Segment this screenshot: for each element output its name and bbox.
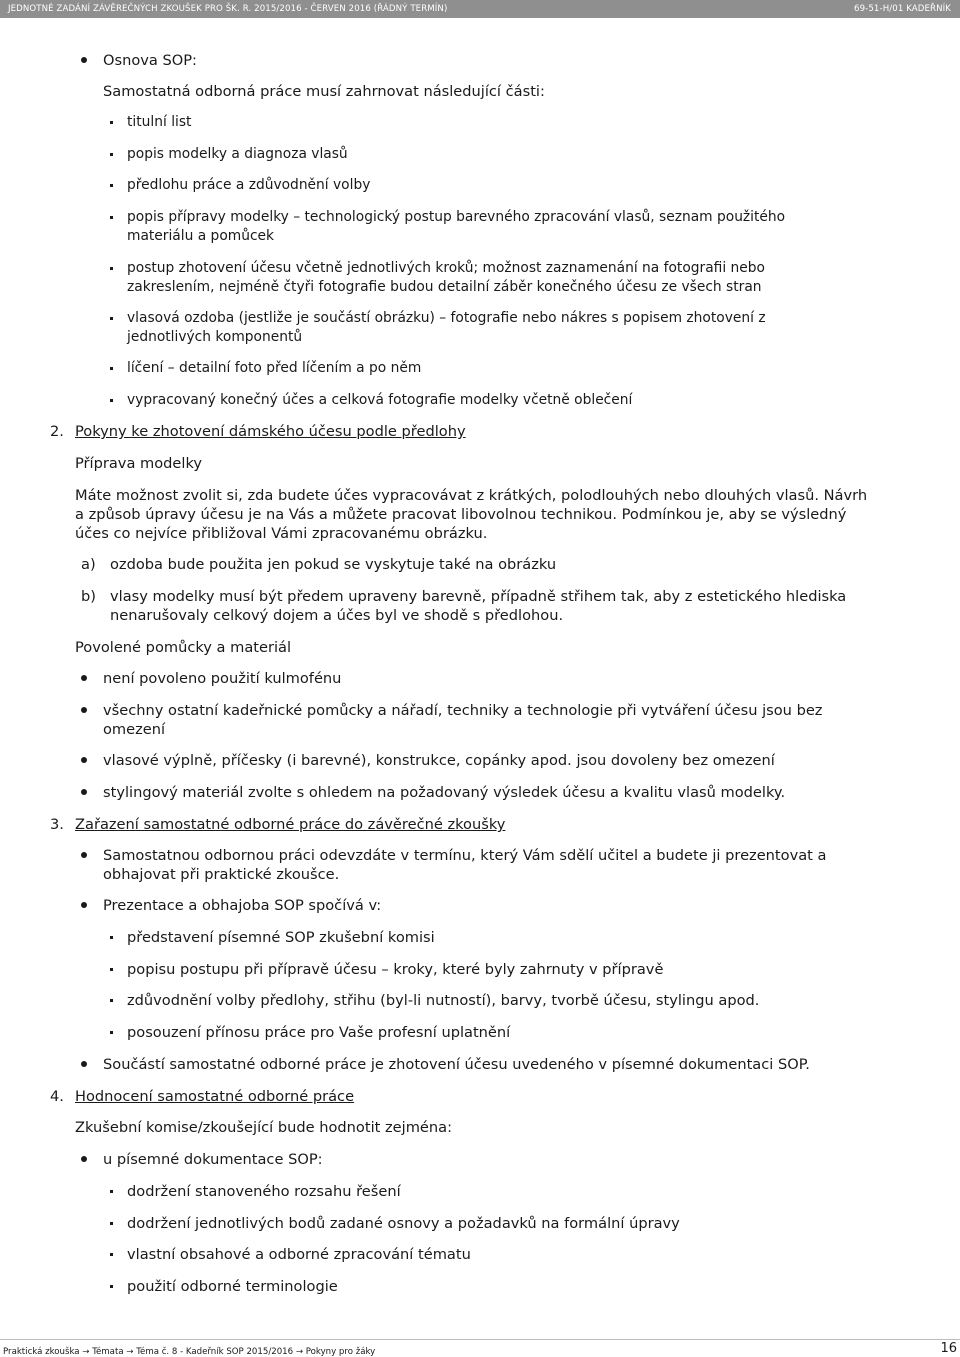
bullet-square: [110, 1285, 113, 1288]
outline-item: líčení – detailní foto před líčením a po něm: [127, 360, 422, 376]
list-item: Prezentace a obhajoba SOP spočívá v:: [103, 897, 382, 914]
bullet-square: [110, 1222, 113, 1225]
bullet-square: [110, 968, 113, 971]
bullet-dot: [81, 57, 87, 63]
bullet-square: [110, 367, 113, 370]
sub-item: zdůvodnění volby předlohy, střihu (byl-li nutností), barvy, tvorbě účesu, stylingu apod.: [127, 992, 760, 1009]
list-item: u písemné dokumentace SOP:: [103, 1151, 323, 1168]
bullet-dot: [81, 789, 87, 795]
list-item: stylingový materiál zvolte s ohledem na požadovaný výsledek účesu a kvalitu vlasů modelky.: [103, 784, 786, 801]
bullet-square: [110, 317, 113, 320]
list-item: vlasy modelky musí být předem upraveny barevně, případně střihem tak, aby z estetického hlediska: [110, 588, 847, 605]
paragraph-line: účes co nejvíce přibližoval Vámi zpracovanému obrázku.: [75, 525, 488, 542]
bullet-dot: [81, 902, 87, 908]
sub-item: představení písemné SOP zkušební komisi: [127, 929, 435, 946]
bullet-square: [110, 184, 113, 187]
bullet-square: [110, 267, 113, 270]
outline-item: vypracovaný konečný účes a celková fotografie modelky včetně oblečení: [127, 392, 633, 408]
page-header: [0, 0, 960, 18]
bullet-dot: [81, 1156, 87, 1162]
outline-item: vlasová ozdoba (jestliže je součástí obrázku) – fotografie nebo nákres s popisem zhotovení z: [127, 310, 766, 326]
footer-breadcrumb: Praktická zkouška → Témata → Téma č. 8 - Kadeřník SOP 2015/2016 → Pokyny pro žáky: [3, 1347, 376, 1357]
subheading: Povolené pomůcky a materiál: [75, 639, 292, 656]
list-item: všechny ostatní kadeřnické pomůcky a nářadí, techniky a technologie při vytváření účesu jsou bez: [103, 702, 823, 719]
list-label: b): [81, 588, 96, 605]
bullet-dot: [81, 852, 87, 858]
bullet-dot: [81, 707, 87, 713]
section-heading: Pokyny ke zhotovení dámského účesu podle předlohy: [75, 423, 466, 440]
list-item-cont: obhajovat při praktické zkoušce.: [103, 866, 340, 883]
section-number: 4.: [50, 1088, 64, 1105]
bullet-square: [110, 1253, 113, 1256]
section-heading: Zařazení samostatné odborné práce do závěrečné zkoušky: [75, 816, 506, 833]
outline-title: Osnova SOP:: [103, 52, 197, 69]
outline-intro: Samostatná odborná práce musí zahrnovat následující části:: [103, 83, 545, 100]
section-number: 2.: [50, 423, 64, 440]
section-number: 3.: [50, 816, 64, 833]
outline-item: postup zhotovení účesu včetně jednotlivých kroků; možnost zaznamenání na fotografii nebo: [127, 260, 765, 276]
outline-item-cont: materiálu a pomůcek: [127, 228, 275, 244]
sub-item: dodržení stanoveného rozsahu řešení: [127, 1183, 401, 1200]
paragraph-line: Máte možnost zvolit si, zda budete účes vypracovávat z krátkých, polodlouhých nebo dlouhých vlasů. Návrh: [75, 487, 868, 504]
sub-item: použití odborné terminologie: [127, 1278, 338, 1295]
list-item: ozdoba bude použita jen pokud se vyskytuje také na obrázku: [110, 556, 557, 573]
section-heading: Hodnocení samostatné odborné práce: [75, 1088, 355, 1105]
page-number: 16: [940, 1341, 957, 1356]
bullet-square: [110, 936, 113, 939]
outline-item-cont: jednotlivých komponentů: [127, 329, 303, 345]
bullet-square: [110, 153, 113, 156]
list-item: není povoleno použití kulmofénu: [103, 670, 342, 687]
header-title: JEDNOTNÉ ZADÁNÍ ZÁVĚREČNÝCH ZKOUŠEK PRO ŠK. R. 2015/2016 - ČERVEN 2016 (ŘÁDNÝ TERMÍN): [8, 4, 448, 14]
bullet-dot: [81, 675, 87, 681]
bullet-square: [110, 399, 113, 402]
subheading: Příprava modelky: [75, 455, 203, 472]
paragraph-line: Zkušební komise/zkoušející bude hodnotit zejména:: [75, 1119, 452, 1136]
list-item: Samostatnou odbornou práci odevzdáte v termínu, který Vám sdělí učitel a budete ji prezentovat a: [103, 847, 827, 864]
bullet-square: [110, 1190, 113, 1193]
bullet-square: [110, 216, 113, 219]
sub-item: dodržení jednotlivých bodů zadané osnovy a požadavků na formální úpravy: [127, 1215, 680, 1232]
sub-item: posouzení přínosu práce pro Vaše profesní uplatnění: [127, 1024, 511, 1041]
bullet-dot: [81, 757, 87, 763]
bullet-dot: [81, 1061, 87, 1067]
outline-item: titulní list: [127, 114, 192, 130]
outline-item: předlohu práce a zdůvodnění volby: [127, 177, 371, 193]
list-item: vlasové výplně, příčesky (i barevné), konstrukce, copánky apod. jsou dovoleny bez omezení: [103, 752, 775, 769]
outline-item: popis modelky a diagnoza vlasů: [127, 146, 348, 162]
sub-item: vlastní obsahové a odborné zpracování tématu: [127, 1246, 471, 1263]
bullet-square: [110, 999, 113, 1002]
bullet-square: [110, 121, 113, 124]
outline-item-cont: zakreslením, nejméně čtyři fotografie budou detailní záběr konečného účesu ze všech stran: [127, 279, 762, 295]
list-item: Součástí samostatné odborné práce je zhotovení účesu uvedeného v písemné dokumentaci SOP.: [103, 1056, 810, 1073]
list-label: a): [81, 556, 96, 573]
sub-item: popisu postupu při přípravě účesu – kroky, které byly zahrnuty v přípravě: [127, 961, 664, 978]
list-item-cont: nenarušovaly celkový dojem a účes byl ve shodě s předlohou.: [110, 607, 564, 624]
outline-item: popis přípravy modelky – technologický postup barevného zpracování vlasů, seznam použitého: [127, 209, 786, 225]
header-code: 69-51-H/01 KADEŘNÍK: [854, 4, 951, 14]
bullet-square: [110, 1031, 113, 1034]
paragraph-line: a způsob úpravy účesu je na Vás a můžete pracovat libovolnou technikou. Podmínkou je, aby se výsledný: [75, 506, 847, 523]
footer-divider: [0, 1339, 960, 1340]
list-item-cont: omezení: [103, 721, 166, 738]
